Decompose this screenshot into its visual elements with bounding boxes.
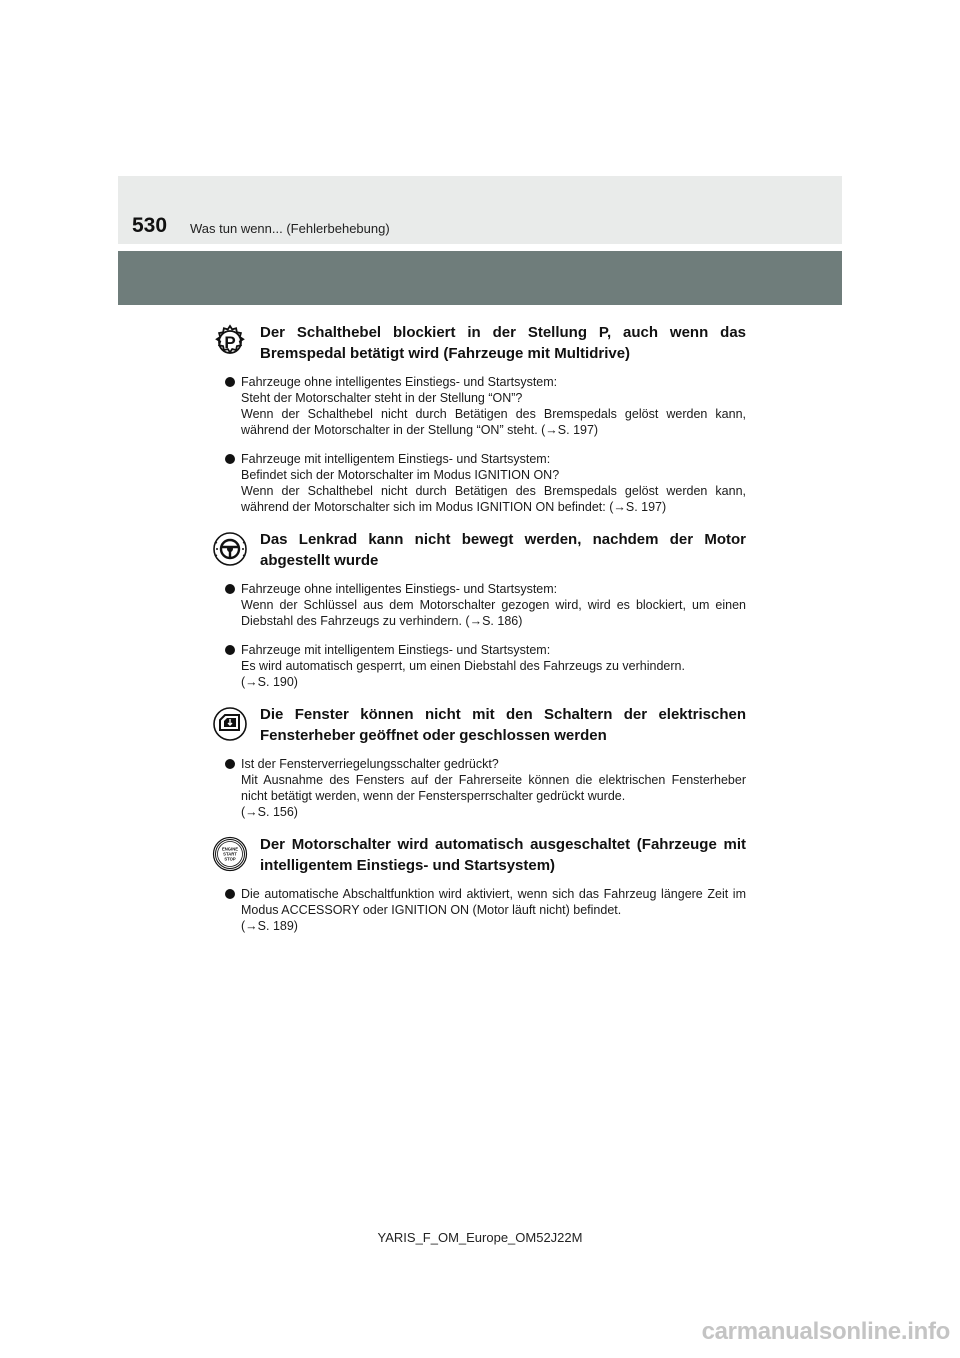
steering-wheel-icon [212,531,248,567]
watermark: carmanualsonline.info [701,1318,950,1345]
section-shift-lever [212,322,746,515]
park-gear-icon [212,324,248,360]
section-title: Die Fenster können nicht mit den Schaltern der elektrischen Fensterheber geöffnet oder geschlossen werden [260,706,746,744]
engine-start-stop-label: START [223,851,237,857]
list-item: Fahrzeuge mit intelligentem Einstiegs- und Startsystem: Es wird automatisch gesperrt, um einen Diebstahl des Fahrzeugs zu verhindern. (→S. 190) [212,642,746,690]
section-title: Das Lenkrad kann nicht bewegt werden, nachdem der Motor abgestellt wurde [260,531,746,569]
section-band [118,251,842,305]
section-title: Der Motorschalter wird automatisch ausgeschaltet (Fahrzeuge mit intelligentem Einstiegs- und Startsystem) [260,836,746,874]
power-window-icon [212,706,248,742]
engine-start-stop-label: STOP [224,856,236,862]
chapter-title: Was tun wenn... (Fehlerbehebung) [190,221,390,236]
list-item: Ist der Fensterverriegelungsschalter gedrückt? Mit Ausnahme des Fensters auf der Fahrerseite können die elektrischen Fensterheber nicht betätigt werden, wenn der Fenstersperrschalter gedrückt wurde. (→S. 156) [212,756,746,820]
section-title: Der Schalthebel blockiert in der Stellung P, auch wenn das Bremspedal betätigt wird (Fahrzeuge mit Multidrive) [260,324,746,362]
section-steering-lock [212,529,746,690]
content [212,322,746,948]
page-number: 530 [132,214,168,237]
document-code: YARIS_F_OM_Europe_OM52J22M [377,1230,583,1245]
list-item: Die automatische Abschaltfunktion wird aktiviert, wenn sich das Fahrzeug längere Zeit im Modus ACCESSORY oder IGNITION ON (Motor läuft nicht) befindet. (→S. 189) [212,886,746,934]
list-item: Fahrzeuge mit intelligentem Einstiegs- und Startsystem: Befindet sich der Motorschalter im Modus IGNITION ON? Wenn der Schalthebel nicht durch Betätigen des Bremspedals gelöst werden kann, während der Motorschalter sich im Modus IGNITION ON befindet: (→S. 197) [212,451,746,515]
section-engine-switch [212,834,746,934]
engine-start-stop-icon [212,836,248,872]
list-item: Fahrzeuge ohne intelligentes Einstiegs- und Startsystem: Wenn der Schlüssel aus dem Motorschalter gezogen wird, wird es blockiert, um einen Diebstahl des Fahrzeugs zu verhindern. (→S. 186) [212,581,746,629]
section-power-windows [212,704,746,820]
list-item: Fahrzeuge ohne intelligentes Einstiegs- und Startsystem: Steht der Motorschalter steht in der Stellung “ON”? Wenn der Schalthebel nicht durch Betätigen des Bremspedals gelöst werden kann, während der Motorschalter in der Stellung “ON” steht. (→S. 197) [212,374,746,438]
svg-text:P: P [224,333,236,352]
engine-start-stop-label: ENGINE [221,846,239,852]
